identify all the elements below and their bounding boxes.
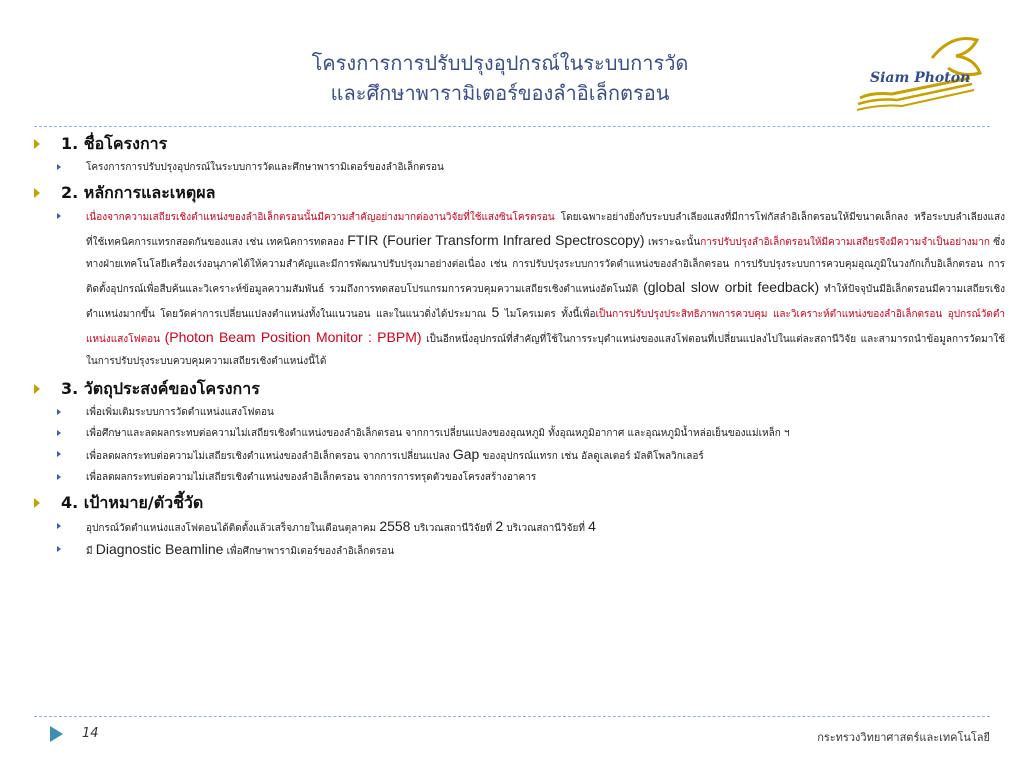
item-text: เพื่อลดผลกระทบต่อความไม่เสถียรเชิงตำแหน่งของลำอิเล็กตรอน จากการการทรุดตัวของโครงสร้างอาคาร	[86, 472, 537, 483]
rationale-text-4: เพราะฉะนั้น	[644, 237, 701, 248]
rationale-text-10: ไมโครเมตร ทั้งนี้เพื่อ	[499, 309, 596, 320]
target-2-beamline: Diagnostic Beamline	[95, 541, 224, 557]
title-line-1: โครงการการปรับปรุงอุปกรณ์ในระบบการวัด	[311, 51, 689, 75]
target-1-year: 2558	[379, 518, 411, 534]
item-text	[86, 445, 704, 466]
title-line-2: และศึกษาพารามิเตอร์ของลำอิเล็กตรอน	[330, 81, 670, 105]
blue-triangle-icon	[57, 430, 61, 436]
gold-triangle-icon	[34, 498, 40, 508]
objective-3-tail: ของอุปกรณ์แทรก เช่น อัลดูเลเตอร์ มัลติโพลวิกเลอร์	[479, 451, 704, 462]
rationale-paragraph	[86, 207, 1005, 373]
target-1-mid2: บริเวณสถานีวิจัยที่	[503, 523, 589, 534]
rationale-highlight-1: เนื่องจากความเสถียรเชิงตำแหน่งของลำอิเล็กตรอนนั้นมีความสำคัญอย่างมากต่องานวิจัยที่ใช้แสงซินโครตรอน	[86, 212, 555, 223]
footer-ministry: กระทรวงวิทยาศาสตร์และเทคโนโลยี	[817, 731, 990, 744]
blue-triangle-icon	[57, 523, 61, 529]
list-item	[57, 207, 1008, 373]
blue-triangle-icon	[57, 164, 61, 170]
item-text: โครงการการปรับปรุงอุปกรณ์ในระบบการวัดและศึกษาพารามิเตอร์ของลำอิเล็กตรอน	[86, 162, 444, 173]
list-item	[57, 403, 1008, 422]
blue-triangle-icon	[57, 213, 61, 219]
section-rationale	[32, 181, 1008, 205]
slide-title	[200, 48, 800, 108]
rationale-pbpm: (Photon Beam Position Monitor : PBPM)	[164, 329, 422, 345]
rationale-highlight-5: การปรับปรุงลำอิเล็กตรอนให้มีความเสถียรจึงมีความจำเป็นอย่างมาก	[700, 237, 990, 248]
list-item	[57, 468, 1008, 487]
list-item	[57, 424, 1008, 443]
blue-triangle-icon	[57, 546, 61, 552]
objective-3-text: เพื่อลดผลกระทบต่อความไม่เสถียรเชิงตำแหน่งของลำอิเล็กตรอน จากการเปลี่ยนแปลง	[86, 451, 450, 462]
blue-triangle-icon	[57, 474, 61, 480]
list-item	[57, 158, 1008, 177]
blue-triangle-icon	[57, 409, 61, 415]
target-2-prefix: มี	[86, 546, 93, 557]
section-project-name	[32, 132, 1008, 156]
item-text	[86, 517, 596, 538]
section-heading: 4. เป้าหมาย/ตัวชี้วัด	[61, 493, 204, 512]
gold-triangle-icon	[34, 384, 40, 394]
section-heading: 3. วัตถุประสงค์ของโครงการ	[61, 379, 260, 398]
bottom-divider	[34, 716, 990, 717]
target-1-text: อุปกรณ์วัดตำแหน่งแสงโฟตอนได้ติดตั้งแล้วเสร็จภายในเดือนตุลาคม	[86, 523, 377, 534]
siam-photon-logo	[852, 28, 987, 113]
top-divider	[34, 126, 990, 127]
gold-triangle-icon	[34, 139, 40, 149]
section-targets	[32, 491, 1008, 515]
target-1-station-a: 2	[495, 518, 504, 534]
rationale-micrometer-value: 5	[491, 304, 500, 320]
section-heading: 1. ชื่อโครงการ	[61, 134, 168, 153]
section-heading: 2. หลักการและเหตุผล	[61, 183, 216, 202]
rationale-ftir: FTIR (Fourier Transform Infrared Spectroscopy)	[347, 232, 645, 248]
section-objectives	[32, 377, 1008, 401]
rationale-text-13: เป็นอีกหนึ่งอุปกรณ์ที่สำคัญที่ใช้ในการระบุตำแหน่งของแสงโฟตอนที่เปลี่ยนแปลงไปในแต่ละสถานีวิจัย และสามารถนำข้อมูลการวัดมาใช้ในการปรับปรุงระบบควบคุมความเสถียรเชิงตำแหน่งนี้ได้	[86, 334, 1005, 367]
slide-content	[32, 128, 1008, 561]
rationale-feedback: (global slow orbit feedback)	[643, 279, 820, 295]
rationale-highlight-11: เป็นการปรับปรุงประสิทธิภาพการควบคุม และวิเคราะห์ตำแหน่งของลำอิเล็กตรอน อุปกรณ์วัดตำแหน่งแสงโฟตอน	[86, 309, 1005, 345]
target-1-station-b: 4	[588, 518, 596, 534]
list-item	[57, 540, 1008, 561]
blue-triangle-icon	[57, 451, 61, 457]
objective-3-gap: Gap	[452, 446, 480, 462]
rationale-text-6: ซึ่งทางฝ่ายเทคโนโลยีเครื่องเร่งอนุภาคได้ให้ความสำคัญและมีการพัฒนาปรับปรุงมาอย่างต่อเนื่อง เช่น การปรับปรุงระบบการวัดตำแหน่งของลำอิเล็กตรอน การปรับปรุงระบบการควบคุมอุณภูมิในวงกักเก็บอิเล็กตรอน การติดตั้งอุปกรณ์เพื่อสืบค้นและวิเคราะห์ข้อมูลความสัมพันธ์ รวมถึงการทดสอบโปรแกรมการควบคุมความเสถียรเชิงตำแหน่งอัตโนมัติ	[86, 237, 1005, 295]
item-text	[86, 540, 394, 561]
list-item	[57, 517, 1008, 538]
gold-triangle-icon	[34, 188, 40, 198]
target-2-tail: เพื่อศึกษาพารามิเตอร์ของลำอิเล็กตรอน	[223, 546, 395, 557]
target-1-mid: บริเวณสถานีวิจัยที่	[410, 523, 496, 534]
play-icon	[50, 726, 63, 742]
item-text: เพื่อเพิ่มเติมระบบการวัดตำแหน่งแสงโฟตอน	[86, 407, 274, 418]
item-text: เพื่อศึกษาและลดผลกระทบต่อความไม่เสถียรเชิงตำแหน่งของลำอิเล็กตรอน จากการเปลี่ยนแปลงของอุณหภูมิ ทั้งอุณหภูมิอากาศ และอุณหภูมิน้ำหล่อเย็นของแม่เหล็ก ฯ	[86, 428, 790, 439]
page-number: 14	[82, 726, 99, 741]
rationale-text-2: โดยเฉพาะอย่างยิ่งกับระบบลำเลียงแสงที่มีการโฟกัสลำอิเล็กตรอนให้มีขนาดเล็กลง หรือระบบลำเลียงแสงที่ใช้เทคนิคการแทรกสอดกันของแสง เช่น เทคนิคการทดลอง	[86, 212, 1005, 248]
svg-text:Siam Photon: Siam Photon	[870, 70, 971, 86]
rationale-text-8: ทำให้ปัจจุบันมีอิเล็กตรอนมีความเสถียรเชิงตำแหน่งมากขึ้น โดยวัดค่าการเปลี่ยนแปลงตำแหน่งทั้งในแนวนอน และในแนวดิ่งได้ประมาณ	[86, 284, 1006, 320]
list-item	[57, 445, 1008, 466]
